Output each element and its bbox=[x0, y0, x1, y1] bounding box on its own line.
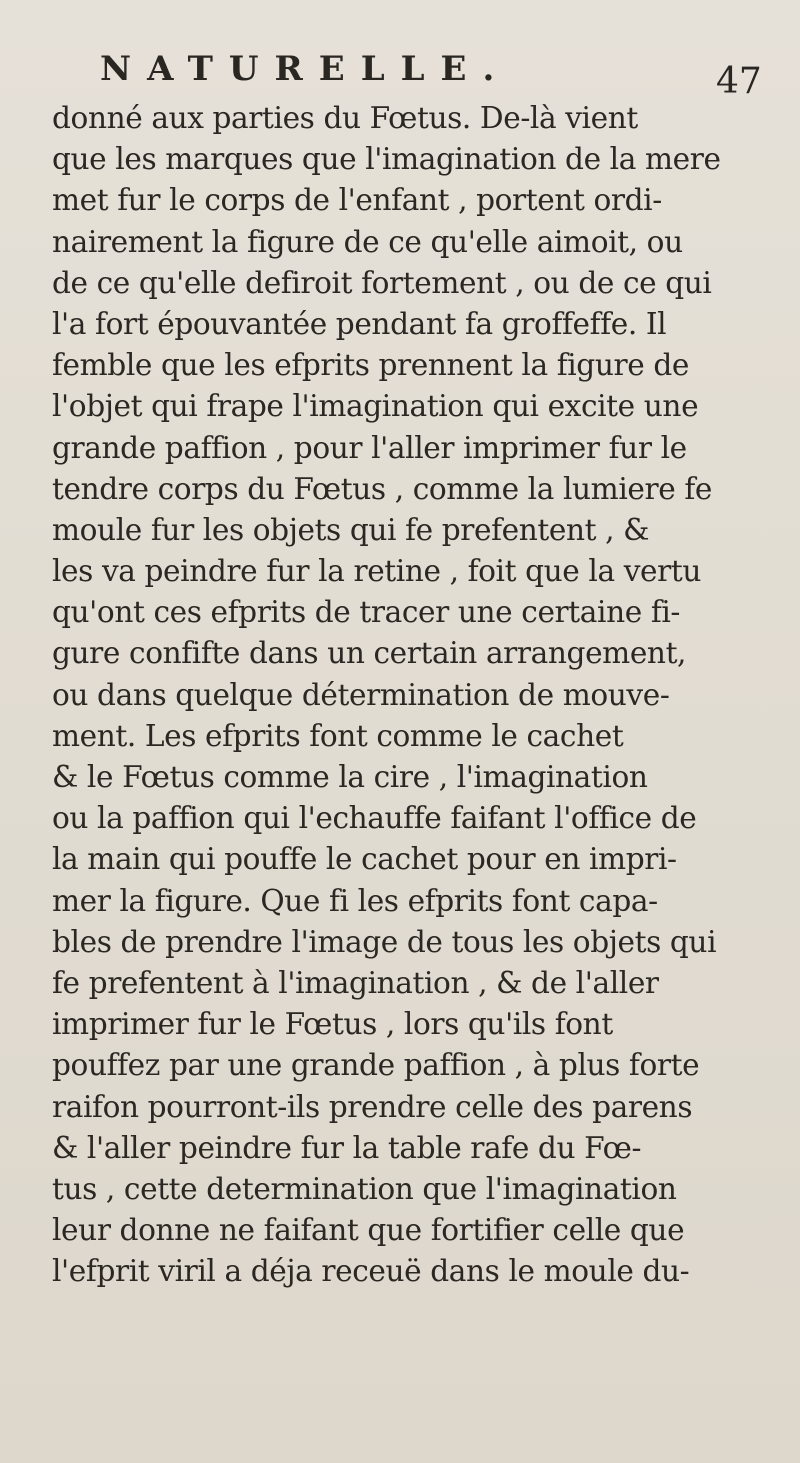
text-line: leur donne ne faifant que fortifier celle que bbox=[52, 1213, 685, 1248]
text-line: gure confifte dans un certain arrangement, bbox=[52, 636, 687, 671]
text-line: l'a fort épouvantée pendant fa groffeffe. Il bbox=[52, 306, 667, 341]
text-line: les va peindre fur la retine , foit que la vertu bbox=[52, 554, 701, 589]
text-line: mer la figure. Que fi les efprits font capa- bbox=[52, 883, 658, 918]
page-number: 47 bbox=[716, 61, 762, 102]
text-line: l'objet qui frape l'imagination qui excite une bbox=[52, 389, 699, 424]
text-line: femble que les efprits prennent la figure de bbox=[52, 348, 689, 383]
running-head: NATURELLE. bbox=[100, 49, 511, 89]
text-line: raifon pourront-ils prendre celle des parens bbox=[52, 1089, 693, 1124]
text-line: fe prefentent à l'imagination , & de l'aller bbox=[52, 965, 659, 1000]
text-line: la main qui pouffe le cachet pour en impri- bbox=[52, 842, 677, 877]
text-line: de ce qu'elle defiroit fortement , ou de ce qui bbox=[52, 265, 712, 300]
body-text bbox=[52, 98, 800, 1292]
text-line: imprimer fur le Fœtus , lors qu'ils font bbox=[52, 1007, 613, 1042]
text-line: ou la paffion qui l'echauffe faifant l'office de bbox=[52, 801, 697, 836]
text-line: pouffez par une grande paffion , à plus forte bbox=[52, 1048, 700, 1083]
text-line: grande paffion , pour l'aller imprimer fur le bbox=[52, 430, 687, 465]
text-line: ou dans quelque détermination de mouve- bbox=[52, 677, 670, 712]
text-line: & le Fœtus comme la cire , l'imagination bbox=[52, 760, 648, 794]
text-line: l'efprit viril a déja receuë dans le moule du- bbox=[52, 1254, 690, 1289]
text-line: qu'ont ces efprits de tracer une certaine fi- bbox=[52, 595, 681, 630]
text-line: moule fur les objets qui fe prefentent , & bbox=[52, 512, 650, 547]
text-line: donné aux parties du Fœtus. De-là vient bbox=[52, 101, 638, 135]
text-line: tus , cette determination que l'imagination bbox=[52, 1171, 677, 1206]
text-line: ment. Les efprits font comme le cachet bbox=[52, 718, 624, 753]
text-line: tendre corps du Fœtus , comme la lumiere fe bbox=[52, 471, 712, 506]
text-line: que les marques que l'imagination de la mere bbox=[52, 142, 721, 177]
text-line: met fur le corps de l'enfant , portent ordi- bbox=[52, 183, 662, 218]
text-line: bles de prendre l'image de tous les objets qui bbox=[52, 924, 717, 959]
text-line: & l'aller peindre fur la table rafe du Fœ- bbox=[52, 1130, 642, 1165]
text-line: nairement la figure de ce qu'elle aimoit, ou bbox=[52, 224, 683, 259]
